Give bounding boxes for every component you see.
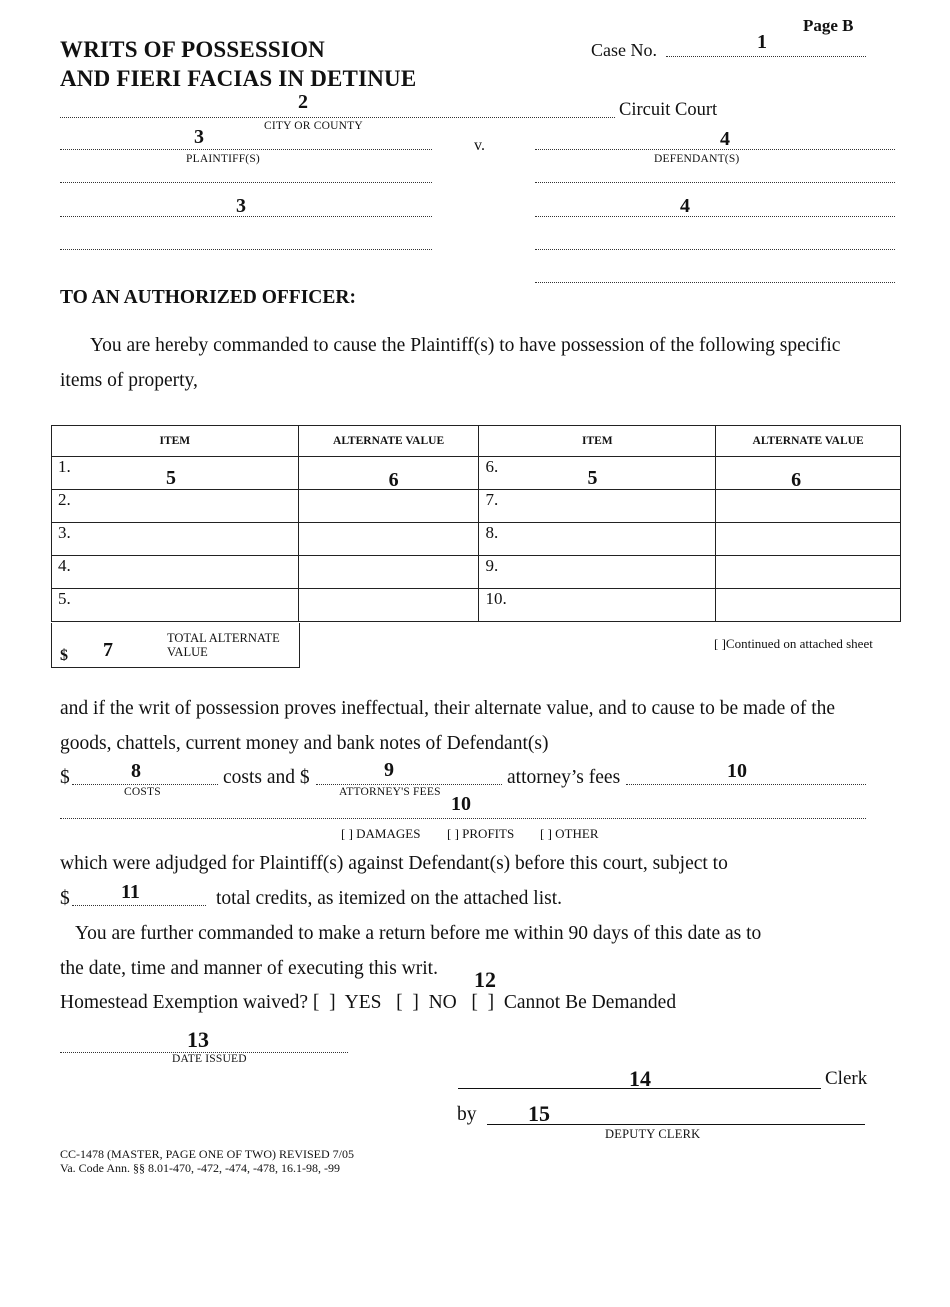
total-dollar-sign: $ — [60, 647, 68, 664]
row-number: 6. — [485, 457, 499, 476]
defendant-field-1[interactable] — [535, 149, 895, 150]
table-row — [52, 556, 901, 589]
total-label-line2: VALUE — [167, 645, 208, 659]
value-cell-right[interactable] — [716, 556, 901, 589]
code-citation: Va. Code Ann. §§ 8.01-470, -472, -474, -478, 16.1-98, -99 — [60, 1161, 340, 1175]
form-title-line2: AND FIERI FACIAS IN DETINUE — [60, 66, 417, 91]
costs-label: COSTS — [124, 786, 161, 798]
plaintiff-label: PLAINTIFF(S) — [186, 153, 260, 165]
continued-checkbox[interactable]: [ ]Continued on attached sheet — [714, 636, 873, 651]
costs-value: 8 — [131, 760, 141, 782]
fees-value: 10 — [727, 760, 747, 782]
item-cell-right[interactable] — [479, 589, 716, 622]
item-cell-left[interactable] — [52, 457, 299, 490]
court-value: 2 — [298, 91, 308, 113]
alternate-value: 6 — [791, 469, 802, 491]
defendant-field-3[interactable] — [535, 216, 895, 217]
costs-and-text: costs and $ — [223, 767, 310, 788]
item-cell-left[interactable] — [52, 523, 299, 556]
total-alternate-value-box[interactable] — [51, 623, 300, 668]
circuit-court-label: Circuit Court — [619, 100, 718, 120]
attorney-fees-text: attorney’s fees — [507, 767, 621, 788]
other-checkbox[interactable]: [ ] OTHER — [540, 826, 599, 841]
item-cell-left[interactable] — [52, 490, 299, 523]
attorney-fees-label: ATTORNEY'S FEES — [339, 786, 441, 798]
row-number: 7. — [485, 490, 499, 509]
value-cell-right[interactable] — [716, 490, 901, 523]
row-number: 4. — [58, 556, 71, 575]
city-county-label: CITY OR COUNTY — [264, 120, 363, 132]
plaintiff-field-4[interactable] — [60, 249, 432, 250]
item-cell-left[interactable] — [52, 556, 299, 589]
plaintiff-field-3[interactable] — [60, 216, 432, 217]
ineffectual-line-1: and if the writ of possession proves ineffectual, their alternate value, and to cause to be made of the — [60, 698, 836, 719]
header-item-left: ITEM — [52, 426, 299, 457]
header-item-right: ITEM — [479, 426, 716, 457]
adjudged-line: which were adjudged for Plaintiff(s) against Defendant(s) before this court, subject to — [60, 853, 728, 874]
credits-field[interactable] — [72, 905, 206, 906]
defendant-value-2: 4 — [680, 195, 690, 217]
deputy-clerk-value: 15 — [528, 1101, 550, 1126]
defendant-value-1: 4 — [720, 128, 730, 150]
item-cell-right[interactable] — [479, 523, 716, 556]
by-label: by — [457, 1104, 477, 1125]
table-row — [52, 589, 901, 622]
alternate-value: 6 — [388, 469, 399, 491]
court-field[interactable] — [60, 117, 615, 118]
form-number: CC-1478 (MASTER, PAGE ONE OF TWO) REVISED 7/05 — [60, 1147, 355, 1161]
damages-field[interactable] — [60, 818, 866, 819]
plaintiff-value-1: 3 — [194, 126, 204, 148]
fees-value-2: 10 — [451, 793, 471, 815]
homestead-line[interactable]: Homestead Exemption waived? [ ] YES [ ] NO [ ] Cannot Be Demanded — [60, 992, 677, 1013]
row-number: 5. — [58, 589, 71, 608]
defendant-field-5[interactable] — [535, 282, 895, 283]
item-cell-right[interactable] — [479, 490, 716, 523]
table-row — [52, 523, 901, 556]
total-label — [167, 631, 280, 659]
total-label-line1: TOTAL ALTERNATE — [167, 631, 280, 645]
page-label: Page B — [803, 16, 854, 35]
total-value: 7 — [103, 639, 113, 661]
header-value-left: ALTERNATE VALUE — [298, 426, 479, 457]
form-title-line1: WRITS OF POSSESSION — [60, 37, 325, 62]
credits-dollar-sign: $ — [60, 888, 70, 909]
case-no-value: 1 — [757, 31, 767, 53]
plaintiff-value-2: 3 — [236, 195, 246, 217]
value-cell-left[interactable] — [298, 457, 479, 490]
value-cell-right[interactable] — [716, 589, 901, 622]
ineffectual-line-2: goods, chattels, current money and bank notes of Defendant(s) — [60, 733, 549, 754]
item-cell-left[interactable] — [52, 589, 299, 622]
credits-text: total credits, as itemized on the attached list. — [216, 888, 563, 909]
attorney-fees-field[interactable] — [316, 784, 502, 785]
date-issued-label: DATE ISSUED — [172, 1053, 247, 1065]
value-cell-right[interactable] — [716, 523, 901, 556]
row-number: 2. — [58, 490, 71, 509]
table-row — [52, 457, 901, 490]
defendant-field-4[interactable] — [535, 249, 895, 250]
case-no-label: Case No. — [591, 40, 657, 60]
item-value: 5 — [166, 467, 176, 489]
row-number: 8. — [485, 523, 499, 542]
value-cell-left[interactable] — [298, 523, 479, 556]
deputy-clerk-label: DEPUTY CLERK — [605, 1127, 701, 1141]
damages-checkbox[interactable]: [ ] DAMAGES — [341, 826, 421, 841]
value-cell-left[interactable] — [298, 556, 479, 589]
homestead-value: 12 — [474, 967, 496, 992]
header-value-right: ALTERNATE VALUE — [716, 426, 901, 457]
table-row — [52, 490, 901, 523]
attorney-fees-value: 9 — [384, 759, 394, 781]
costs-field[interactable] — [72, 784, 218, 785]
clerk-value: 14 — [629, 1066, 651, 1091]
value-cell-left[interactable] — [298, 589, 479, 622]
table-header-row — [52, 426, 901, 457]
value-cell-right[interactable] — [716, 457, 901, 490]
defendant-label: DEFENDANT(S) — [654, 153, 740, 165]
value-cell-left[interactable] — [298, 490, 479, 523]
officer-heading: TO AN AUTHORIZED OFFICER: — [60, 287, 356, 308]
command-line-2: items of property, — [60, 370, 198, 391]
row-number: 10. — [485, 589, 507, 608]
plaintiff-field-2[interactable] — [60, 182, 432, 183]
versus-label: v. — [474, 137, 485, 154]
property-items-table — [51, 425, 901, 622]
costs-dollar-sign: $ — [60, 767, 70, 788]
credits-value: 11 — [121, 881, 140, 903]
defendant-field-2[interactable] — [535, 182, 895, 183]
return-line-1: You are further commanded to make a return before me within 90 days of this date as to — [75, 923, 762, 944]
item-cell-right[interactable] — [479, 556, 716, 589]
row-number: 9. — [485, 556, 499, 575]
return-line-2: the date, time and manner of executing this writ. — [60, 958, 438, 979]
fees-field[interactable] — [626, 784, 866, 785]
item-cell-right[interactable] — [479, 457, 716, 490]
date-issued-value: 13 — [187, 1027, 209, 1052]
row-number: 1. — [58, 457, 71, 476]
case-no-field[interactable] — [666, 56, 866, 57]
command-line-1: You are hereby commanded to cause the Plaintiff(s) to have possession of the following specific — [90, 335, 841, 356]
item-value: 5 — [587, 467, 598, 489]
row-number: 3. — [58, 523, 71, 542]
clerk-label: Clerk — [825, 1068, 868, 1089]
profits-checkbox[interactable]: [ ] PROFITS — [447, 826, 515, 841]
plaintiff-field-1[interactable] — [60, 149, 432, 150]
